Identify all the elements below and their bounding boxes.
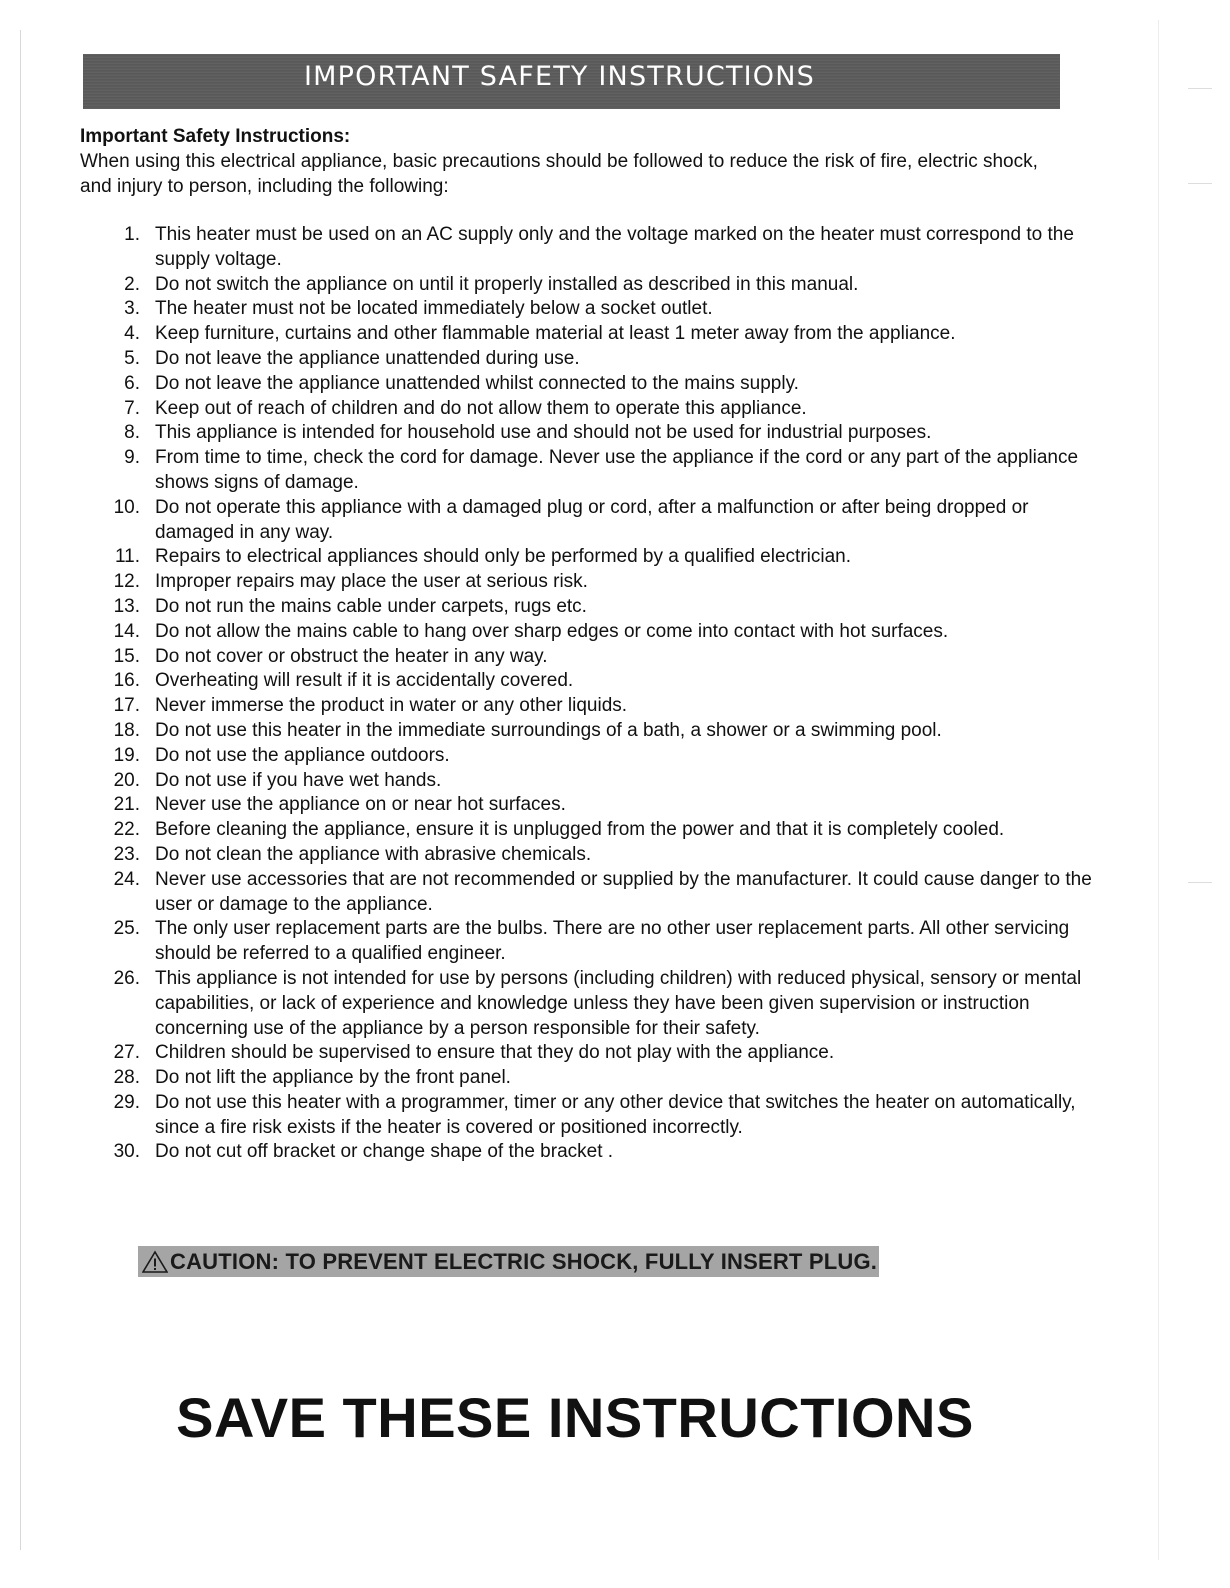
instruction-text: Children should be supervised to ensure that they do not play with the appliance.: [155, 1042, 835, 1064]
caution-text: CAUTION: TO PREVENT ELECTRIC SHOCK, FULLY INSERT PLUG.: [170, 1248, 878, 1274]
instruction-item: [104, 1066, 1094, 1091]
scan-edge-left: [20, 30, 21, 1550]
instruction-number: 12.: [113, 571, 140, 593]
instruction-text: Keep out of reach of children and do not allow them to operate this appliance.: [155, 397, 807, 419]
instruction-text: Do not use this heater in the immediate surroundings of a bath, a shower or a swimming pool.: [155, 719, 942, 741]
instruction-number: 15.: [113, 645, 140, 667]
instruction-item: [104, 917, 1094, 967]
instruction-item: [104, 545, 1094, 570]
instruction-number: 29.: [113, 1091, 140, 1113]
instruction-number: 27.: [113, 1042, 140, 1064]
instruction-number: 16.: [113, 670, 140, 692]
instruction-item: [104, 446, 1094, 496]
instruction-number: 10.: [113, 496, 140, 518]
instruction-number: 21.: [113, 794, 140, 816]
intro-text: When using this electrical appliance, basic precautions should be followed to reduce the risk of fire, electric shock, and injury to person, including the following:: [80, 151, 1038, 197]
instruction-number: 3.: [124, 298, 140, 320]
instruction-item: [104, 769, 1094, 794]
instruction-text: This appliance is not intended for use by persons (including children) with reduced physical, sensory or mental capabilities, or lack of experience and knowledge unless they have been given supervision or instruction concerning use of the appliance by a person responsible for their safety.: [155, 967, 1082, 1039]
instruction-text: Do not use this heater with a programmer, timer or any other device that switches the heater on automatically, since a fire risk exists if the heater is covered or positioned incorrectly.: [155, 1091, 1076, 1138]
instruction-text: This heater must be used on an AC supply only and the voltage marked on the heater must correspond to the supply voltage.: [155, 224, 1074, 270]
instruction-item: [104, 843, 1094, 868]
instruction-text: Do not allow the mains cable to hang over sharp edges or come into contact with hot surfaces.: [155, 620, 949, 642]
instruction-text: Never use accessories that are not recommended or supplied by the manufacturer. It could cause danger to the user or damage to the appliance.: [155, 868, 1092, 915]
instruction-text: Do not run the mains cable under carpets, rugs etc.: [155, 595, 587, 617]
instruction-number: 2.: [124, 273, 140, 295]
instruction-text: Do not switch the appliance on until it properly installed as described in this manual.: [155, 273, 859, 295]
instruction-number: 8.: [124, 422, 140, 444]
instruction-text: This appliance is intended for household use and should not be used for industrial purposes.: [155, 422, 932, 444]
instruction-text: Do not operate this appliance with a damaged plug or cord, after a malfunction or after being dropped or damaged in any way.: [155, 496, 1029, 543]
instruction-text: The heater must not be located immediately below a socket outlet.: [155, 298, 713, 320]
instruction-text: Do not cut off bracket or change shape of the bracket .: [155, 1141, 614, 1163]
instruction-number: 14.: [113, 620, 140, 642]
instruction-number: 22.: [113, 819, 140, 841]
instruction-number: 24.: [113, 868, 140, 890]
instruction-text: The only user replacement parts are the bulbs. There are no other user replacement parts. All other servicing should be referred to a qualified engineer.: [155, 918, 1070, 965]
instruction-number: 19.: [113, 744, 140, 766]
scan-mark: [1188, 183, 1212, 184]
instruction-text: Do not leave the appliance unattended during use.: [155, 347, 580, 369]
instruction-number: 6.: [124, 372, 140, 394]
instruction-item: [104, 645, 1094, 670]
instruction-item: [104, 620, 1094, 645]
instruction-item: [104, 496, 1094, 546]
instruction-item: [104, 1140, 1094, 1165]
instruction-text: Keep furniture, curtains and other flammable material at least 1 meter away from the appliance.: [155, 323, 956, 345]
instruction-item: [104, 297, 1094, 322]
instruction-text: Do not use the appliance outdoors.: [155, 744, 450, 766]
instruction-text: Do not leave the appliance unattended whilst connected to the mains supply.: [155, 372, 799, 394]
instruction-item: [104, 1091, 1094, 1141]
instruction-number: 4.: [124, 323, 140, 345]
instruction-number: 9.: [124, 447, 140, 469]
instruction-text: Do not clean the appliance with abrasive chemicals.: [155, 843, 592, 865]
scan-mark: [1188, 88, 1212, 89]
instruction-text: Before cleaning the appliance, ensure it is unplugged from the power and that it is completely cooled.: [155, 819, 1005, 841]
instruction-number: 5.: [124, 347, 140, 369]
instruction-item: [104, 818, 1094, 843]
instruction-number: 1.: [124, 224, 140, 245]
instruction-list: [104, 223, 1094, 1165]
save-instructions-heading: SAVE THESE INSTRUCTIONS: [176, 1386, 974, 1449]
instruction-item: [104, 793, 1094, 818]
instruction-item: [104, 967, 1094, 1041]
instruction-item: [104, 397, 1094, 422]
instruction-number: 18.: [113, 719, 140, 741]
banner-title: IMPORTANT SAFETY INSTRUCTIONS: [303, 61, 815, 92]
instruction-number: 23.: [113, 843, 140, 865]
instruction-item: [104, 595, 1094, 620]
instruction-text: Never use the appliance on or near hot surfaces.: [155, 794, 566, 816]
instruction-number: 7.: [124, 397, 140, 419]
instruction-number: 20.: [113, 769, 140, 791]
instruction-text: Repairs to electrical appliances should only be performed by a qualified electrician.: [155, 546, 851, 568]
instruction-number: 25.: [113, 918, 140, 940]
instruction-item: [104, 744, 1094, 769]
instruction-item: [104, 421, 1094, 446]
instruction-text: Improper repairs may place the user at serious risk.: [155, 571, 588, 593]
intro-heading: Important Safety Instructions:: [80, 126, 351, 147]
instruction-text: Do not lift the appliance by the front panel.: [155, 1067, 511, 1089]
scan-mark: [1188, 882, 1212, 883]
instruction-number: 11.: [114, 546, 140, 568]
instruction-number: 13.: [113, 595, 140, 617]
instruction-text: Never immerse the product in water or any other liquids.: [155, 695, 628, 717]
instruction-text: From time to time, check the cord for damage. Never use the appliance if the cord or any part of the appliance shows signs of damage.: [155, 447, 1079, 493]
instruction-text: Overheating will result if it is accidentally covered.: [155, 670, 574, 692]
instruction-number: 30.: [113, 1141, 140, 1163]
instruction-item: [104, 322, 1094, 347]
title-banner: [83, 54, 1060, 109]
instruction-item: [104, 347, 1094, 372]
instruction-item: [104, 868, 1094, 918]
instruction-text: Do not use if you have wet hands.: [155, 769, 442, 791]
warning-triangle-icon: [142, 1250, 168, 1274]
instruction-item: [104, 223, 1094, 273]
instruction-item: [104, 570, 1094, 595]
instruction-number: 26.: [113, 967, 140, 989]
instruction-number: 17.: [113, 695, 140, 717]
instruction-item: [104, 694, 1094, 719]
intro-section: [80, 124, 1060, 199]
instruction-text: Do not cover or obstruct the heater in any way.: [155, 645, 548, 667]
instruction-item: [104, 273, 1094, 298]
instruction-item: [104, 1041, 1094, 1066]
instruction-number: 28.: [113, 1067, 140, 1089]
scan-edge-right: [1158, 20, 1159, 1560]
caution-banner: [138, 1246, 879, 1277]
instruction-item: [104, 669, 1094, 694]
instruction-item: [104, 372, 1094, 397]
instruction-item: [104, 719, 1094, 744]
